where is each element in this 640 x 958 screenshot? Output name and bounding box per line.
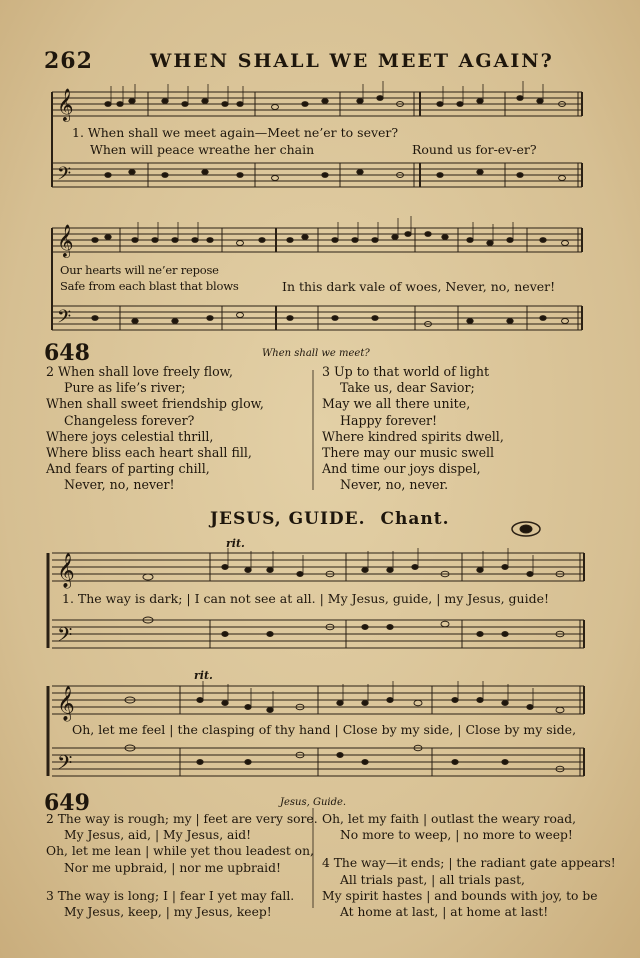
verse-line: When shall sweet friendship glow, <box>46 396 264 412</box>
hymn648-lyric-line2c: In this dark vale of woes, Never, no, never! <box>282 279 556 294</box>
verse-line: Never, no, never. <box>340 477 449 493</box>
verse-line: 3 Up to that world of light <box>322 364 490 379</box>
verse-line: Where kindred spirits dwell, <box>322 428 504 444</box>
verse-line: No more to weep, | no more to weep! <box>340 828 573 843</box>
hymn-title-649 <box>210 509 450 529</box>
svg-text:𝄞: 𝄞 <box>57 224 74 257</box>
staff-system-2-bass <box>52 306 582 330</box>
hymn649-lyric-line2: Oh, let me feel | the clasping of thy hand | Close by my side, | Close by my side, <box>72 722 577 737</box>
ornament-icon <box>512 522 540 536</box>
tune-name-648: When shall we meet? <box>262 348 370 359</box>
svg-text:𝄢: 𝄢 <box>57 164 72 189</box>
staff-system-1-treble <box>52 92 582 116</box>
hymn648-lyric-line2b: Safe from each blast that blows <box>60 279 239 293</box>
svg-text:𝄞: 𝄞 <box>57 553 75 588</box>
page-number: 262 <box>44 48 93 74</box>
verse-line: 3 The way is long; I | fear I yet may fall. <box>46 888 295 903</box>
rit-marking-2: rit. <box>194 669 213 682</box>
verse-line: My Jesus, aid, | My Jesus, aid! <box>64 828 252 843</box>
verse-line: Oh, let me lean | while yet thou leadest on, <box>46 844 314 859</box>
hymn648-lyric-line1b: When will peace wreathe her chain <box>90 142 315 157</box>
verse-line: All trials past, | all trials past, <box>340 872 525 887</box>
tune-name-649: Jesus, Guide. <box>280 797 347 808</box>
verse-line: May we all there unite, <box>322 396 471 412</box>
verse-line: Changeless forever? <box>64 412 195 428</box>
hymn-title-649-main: JESUS, GUIDE. <box>210 509 366 529</box>
verse-line: At home at last, | at home at last! <box>340 905 549 920</box>
rit-marking-1: rit. <box>226 537 245 550</box>
verse-line: 2 When shall love freely flow, <box>46 364 233 379</box>
verse-line: My spirit hastes | and bounds with joy, to be <box>322 888 598 903</box>
hymn-number-649: 649 <box>44 790 90 816</box>
verse-line: Oh, let my faith | outlast the weary road, <box>322 812 577 826</box>
verse-line: Take us, dear Savior; <box>340 380 475 396</box>
svg-text:𝄢: 𝄢 <box>57 751 73 779</box>
hymn648-lyric-line1c: Round us for-ev-er? <box>412 142 537 157</box>
hymn-title-648: WHEN SHALL WE MEET AGAIN? <box>150 50 554 72</box>
verse-line: My Jesus, keep, | my Jesus, keep! <box>64 905 272 920</box>
hymn648-lyric-line1a: 1. When shall we meet again—Meet ne’er to sever? <box>72 125 399 140</box>
hymn-title-649-sub: Chant. <box>380 509 450 529</box>
verse-line: Where bliss each heart shall fill, <box>46 445 252 461</box>
svg-text:𝄢: 𝄢 <box>57 307 72 332</box>
verse-line: Nor me upbraid, | nor me upbraid! <box>64 860 281 875</box>
verse-line: Happy forever! <box>340 412 438 428</box>
verse-line: And fears of parting chill, <box>46 461 210 477</box>
verse-line: There may our music swell <box>322 445 495 461</box>
staff-system-1-bass <box>52 163 582 187</box>
verse-line: Where joys celestial thrill, <box>46 428 214 444</box>
hymn648-verse-2 <box>46 364 264 494</box>
verse-line: 4 The way—it ends; | the radiant gate appears! <box>322 856 616 871</box>
svg-text:𝄞: 𝄞 <box>57 686 75 721</box>
hymn648-verse-3 <box>322 364 504 494</box>
svg-text:𝄞: 𝄞 <box>57 88 74 121</box>
verse-line: Never, no, never! <box>64 477 175 493</box>
verse-line: Pure as life’s river; <box>64 380 186 396</box>
hymn649-left-verses <box>46 811 318 920</box>
hymn-number-648: 648 <box>44 340 90 366</box>
hymn648-lyric-line2a: Our hearts will ne’er repose <box>60 263 219 277</box>
verse-line: 2 The way is rough; my | feet are very sore. <box>46 812 318 826</box>
verse-line: And time our joys dispel, <box>322 461 481 477</box>
hymn649-right-verses <box>322 811 616 920</box>
svg-text:𝄢: 𝄢 <box>57 623 73 651</box>
hymn649-lyric-line1: 1. The way is dark; | I can not see at all. | My Jesus, guide, | my Jesus, guide! <box>62 591 550 606</box>
